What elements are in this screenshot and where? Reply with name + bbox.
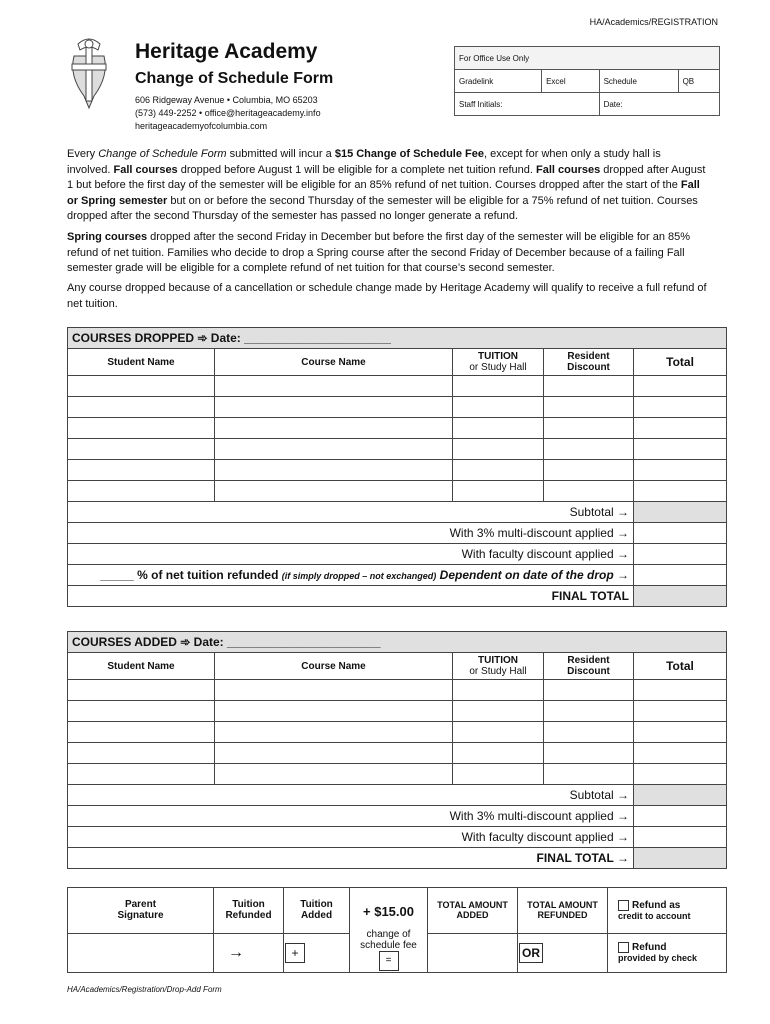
refund-check-option[interactable]: Refund provided by check [608,933,727,972]
col-resident-discount: Resident Discount [544,653,634,680]
courses-added-table [67,631,727,869]
refund-credit-option[interactable]: Refund as credit to account [608,888,727,934]
school-crest-icon [64,36,114,110]
table-row [68,764,727,785]
fee-amount: + $15.00 [363,904,414,919]
staff-initials-field[interactable]: Staff Initials: [455,93,600,116]
parent-signature-field[interactable] [68,933,214,972]
table-row [68,722,727,743]
total-added-field[interactable] [428,933,518,972]
tuition-added-field[interactable] [284,933,350,972]
tuition-refunded-label: Tuition Refunded [214,888,284,934]
refund-percent-field[interactable]: _____ % of net tuition refunded [100,568,279,582]
school-name: Heritage Academy [135,40,318,63]
dropped-final-total-label: FINAL TOTAL [68,586,634,607]
col-student-name: Student Name [68,349,215,376]
added-subtotal-field[interactable] [634,785,727,806]
added-multi-discount-label: With 3% multi-discount applied → [68,806,634,827]
plus-box: + [285,943,305,963]
gradelink-field[interactable]: Gradelink [455,70,542,93]
arrow-right-icon: ➾ [180,635,191,649]
fee-cell: + $15.00 change of schedule fee = [350,888,428,973]
qb-field[interactable]: QB [678,70,719,93]
schedule-field[interactable]: Schedule [599,70,678,93]
checkbox-check[interactable] [618,942,629,953]
summary-table [67,887,727,973]
or-box: OR [519,943,543,963]
table-row [68,680,727,701]
document-reference: HA/Academics/REGISTRATION [589,17,718,27]
dropped-faculty-discount-label: With faculty discount applied → [68,544,634,565]
added-final-total-label: FINAL TOTAL → [68,848,634,869]
total-refunded-field[interactable] [518,933,608,972]
form-footer: HA/Academics/Registration/Drop-Add Form [67,985,222,994]
dropped-subtotal-label: Subtotal → [68,502,634,523]
added-faculty-discount-label: With faculty discount applied → [68,827,634,848]
col-student-name: Student Name [68,653,215,680]
added-subtotal-label: Subtotal → [68,785,634,806]
policy-paragraph-2: Spring courses dropped after the second Friday in December but before the first day of the semester will be eligible for an 85% refund of net tuition. Families who decide to drop a Spring course after the second Friday of December because of a failing Fall semester grade will be eligible for a complete refund of net tuition for that course’s second semester. [67,231,691,274]
dropped-multi-discount-label: With 3% multi-discount applied → [68,523,634,544]
total-added-label: TOTAL AMOUNT ADDED [428,888,518,934]
office-use-box [454,46,720,116]
col-tuition: TUITION or Study Hall [453,653,544,680]
phone-email: (573) 449-2252 • office@heritageacademy.info [135,108,321,118]
table-row [68,418,727,439]
address: 606 Ridgeway Avenue • Columbia, MO 65203 [135,95,318,105]
policy-paragraph-1: Every Change of Schedule Form submitted will incur a $15 Change of Schedule Fee, except for when only a study hall is involved. Fall courses dropped before August 1 will be eligible for a complete net tuition refund. Fall courses dropped after August 1 but before the first day of the semester will be eligible for an 85% refund of net tuition. Courses dropped after the start of the Fall or Spring semester but on or before the second Thursday of the semester will be eligible for a 75% refund of net tuition. Courses dropped after the second Thursday of the semester has passed no longer generate a refund. [67,148,706,222]
added-faculty-discount-field[interactable] [634,827,727,848]
added-heading: COURSES ADDED ➾ Date: _______________________ [68,632,727,653]
form-title: Change of Schedule Form [135,70,334,87]
refund-percent-value[interactable] [634,565,727,586]
policy-paragraph-3: Any course dropped because of a cancellation or schedule change made by Heritage Academy will qualify to receive a full refund of net tuition. [67,282,707,310]
equals-box: = [379,951,399,971]
col-total: Total [634,653,727,680]
added-final-total-field[interactable] [634,848,727,869]
parent-signature-label: Parent Signature [68,888,214,934]
col-resident-discount: Resident Discount [544,349,634,376]
courses-dropped-table [67,327,727,607]
arrow-right-icon: → [214,933,284,972]
added-multi-discount-field[interactable] [634,806,727,827]
table-row [68,481,727,502]
dropped-heading: COURSES DROPPED ➾ Date: ______________________ [68,328,727,349]
table-row [68,439,727,460]
dropped-final-total-field[interactable] [634,586,727,607]
checkbox-credit[interactable] [618,900,629,911]
col-course-name: Course Name [215,349,453,376]
school-contact [135,94,321,133]
col-tuition: TUITION or Study Hall [453,349,544,376]
tuition-added-label: Tuition Added [284,888,350,934]
table-row [68,743,727,764]
total-refunded-label: TOTAL AMOUNT REFUNDED [518,888,608,934]
office-date-field[interactable]: Date: [599,93,719,116]
table-row [68,376,727,397]
website: heritageacademyofcolumbia.com [135,121,268,131]
dropped-date-field[interactable]: Date: ______________________ [210,331,391,345]
table-row [68,397,727,418]
col-total: Total [634,349,727,376]
added-date-field[interactable]: Date: _______________________ [193,635,381,649]
arrow-right-icon: ➾ [197,331,208,345]
table-row [68,460,727,481]
table-row [68,701,727,722]
dropped-subtotal-field[interactable] [634,502,727,523]
refund-percent-label: _____ % of net tuition refunded (if simply dropped – not exchanged) Dependent on date of the drop → [68,565,634,586]
dropped-multi-discount-field[interactable] [634,523,727,544]
dropped-faculty-discount-field[interactable] [634,544,727,565]
excel-field[interactable]: Excel [542,70,600,93]
col-course-name: Course Name [215,653,453,680]
office-heading: For Office Use Only [455,47,720,70]
